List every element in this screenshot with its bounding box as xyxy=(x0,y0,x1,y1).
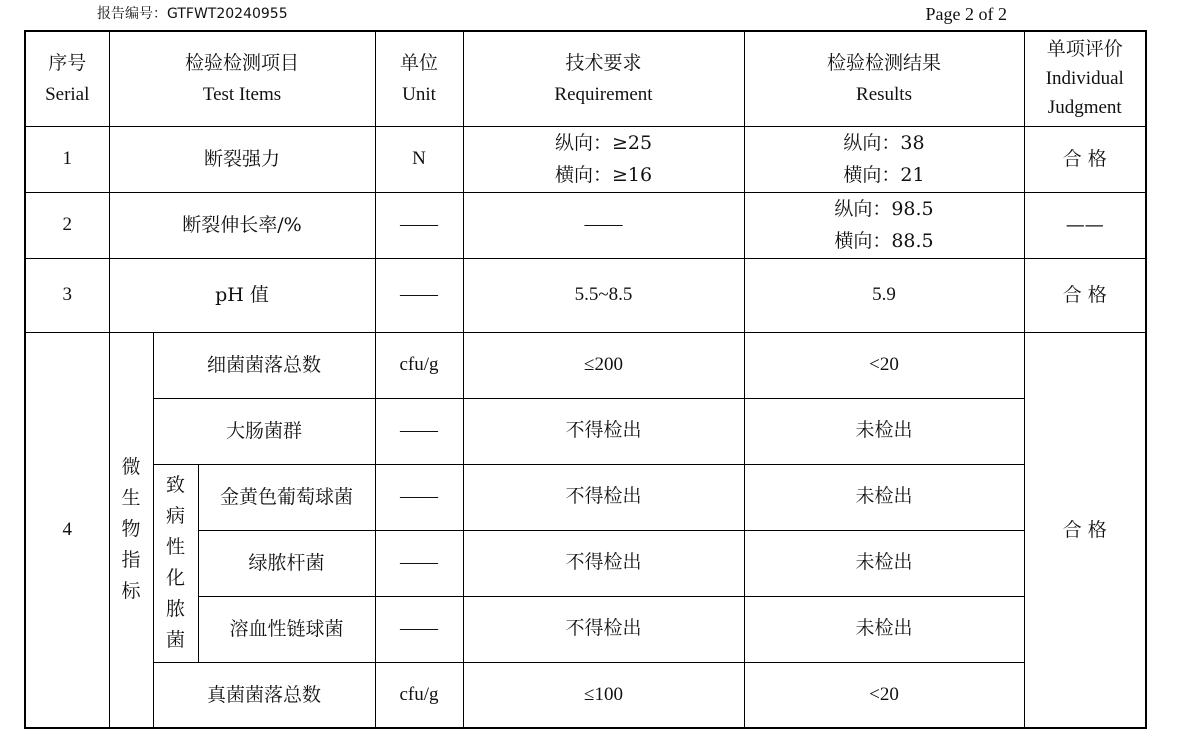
cell-requirement: 不得检出 xyxy=(463,596,744,662)
cell-unit: —— xyxy=(375,192,463,258)
report-number: 报告编号：GTFWT20240955 xyxy=(97,6,288,22)
cell-requirement: 不得检出 xyxy=(463,464,744,530)
cell-test-item: pH 值 xyxy=(109,258,375,332)
table-header-row xyxy=(25,31,1146,126)
cell-unit: —— xyxy=(375,596,463,662)
header-judgment: 单项评价 Individual Judgment xyxy=(1024,31,1146,126)
cell-test-item: 绿脓杆菌 xyxy=(198,530,375,596)
cell-test-item: 细菌菌落总数 xyxy=(153,332,375,398)
cell-requirement: ≤200 xyxy=(463,332,744,398)
cell-group-microbial-indicators: 微 生 物 指 标 xyxy=(109,332,153,728)
table-row xyxy=(25,464,1146,530)
table-row xyxy=(25,192,1146,258)
table-row xyxy=(25,662,1146,728)
cell-test-item: 大肠菌群 xyxy=(153,398,375,464)
header-requirement: 技术要求 Requirement xyxy=(463,31,744,126)
cell-test-item: 断裂伸长率/% xyxy=(109,192,375,258)
cell-requirement: ≤100 xyxy=(463,662,744,728)
cell-requirement: 5.5~8.5 xyxy=(463,258,744,332)
cell-judgment: 合 格 xyxy=(1024,258,1146,332)
table-row xyxy=(25,258,1146,332)
header-results: 检验检测结果 Results xyxy=(744,31,1024,126)
cell-unit: cfu/g xyxy=(375,662,463,728)
cell-test-item: 真菌菌落总数 xyxy=(153,662,375,728)
cell-requirement: 纵向：≥25 横向：≥16 xyxy=(463,126,744,192)
page-indicator: Page 2 of 2 xyxy=(925,4,1007,24)
cell-unit: —— xyxy=(375,530,463,596)
cell-serial: 4 xyxy=(25,332,109,728)
cell-requirement: 不得检出 xyxy=(463,398,744,464)
cell-serial: 3 xyxy=(25,258,109,332)
cell-judgment: —— xyxy=(1024,192,1146,258)
cell-requirement: —— xyxy=(463,192,744,258)
cell-result: <20 xyxy=(744,662,1024,728)
cell-test-item: 溶血性链球菌 xyxy=(198,596,375,662)
cell-result: <20 xyxy=(744,332,1024,398)
cell-serial: 2 xyxy=(25,192,109,258)
table-row xyxy=(25,126,1146,192)
cell-judgment: 合 格 xyxy=(1024,126,1146,192)
cell-unit: cfu/g xyxy=(375,332,463,398)
cell-unit: —— xyxy=(375,258,463,332)
test-results-table xyxy=(24,30,1147,729)
table-row xyxy=(25,398,1146,464)
cell-judgment: 合 格 xyxy=(1024,332,1146,728)
cell-result: 未检出 xyxy=(744,596,1024,662)
cell-test-item: 金黄色葡萄球菌 xyxy=(198,464,375,530)
cell-result: 纵向：38 横向：21 xyxy=(744,126,1024,192)
table-row xyxy=(25,332,1146,398)
cell-result: 纵向：98.5 横向：88.5 xyxy=(744,192,1024,258)
header-unit: 单位 Unit xyxy=(375,31,463,126)
cell-serial: 1 xyxy=(25,126,109,192)
header-test-items: 检验检测项目 Test Items xyxy=(109,31,375,126)
cell-unit: —— xyxy=(375,398,463,464)
header-serial: 序号 Serial xyxy=(25,31,109,126)
cell-test-item: 断裂强力 xyxy=(109,126,375,192)
cell-result: 5.9 xyxy=(744,258,1024,332)
cell-requirement: 不得检出 xyxy=(463,530,744,596)
cell-subgroup-pyogenic-bacteria: 致 病 性 化 脓 菌 xyxy=(153,464,198,662)
cell-result: 未检出 xyxy=(744,530,1024,596)
cell-result: 未检出 xyxy=(744,398,1024,464)
cell-result: 未检出 xyxy=(744,464,1024,530)
cell-unit: —— xyxy=(375,464,463,530)
cell-unit: N xyxy=(375,126,463,192)
